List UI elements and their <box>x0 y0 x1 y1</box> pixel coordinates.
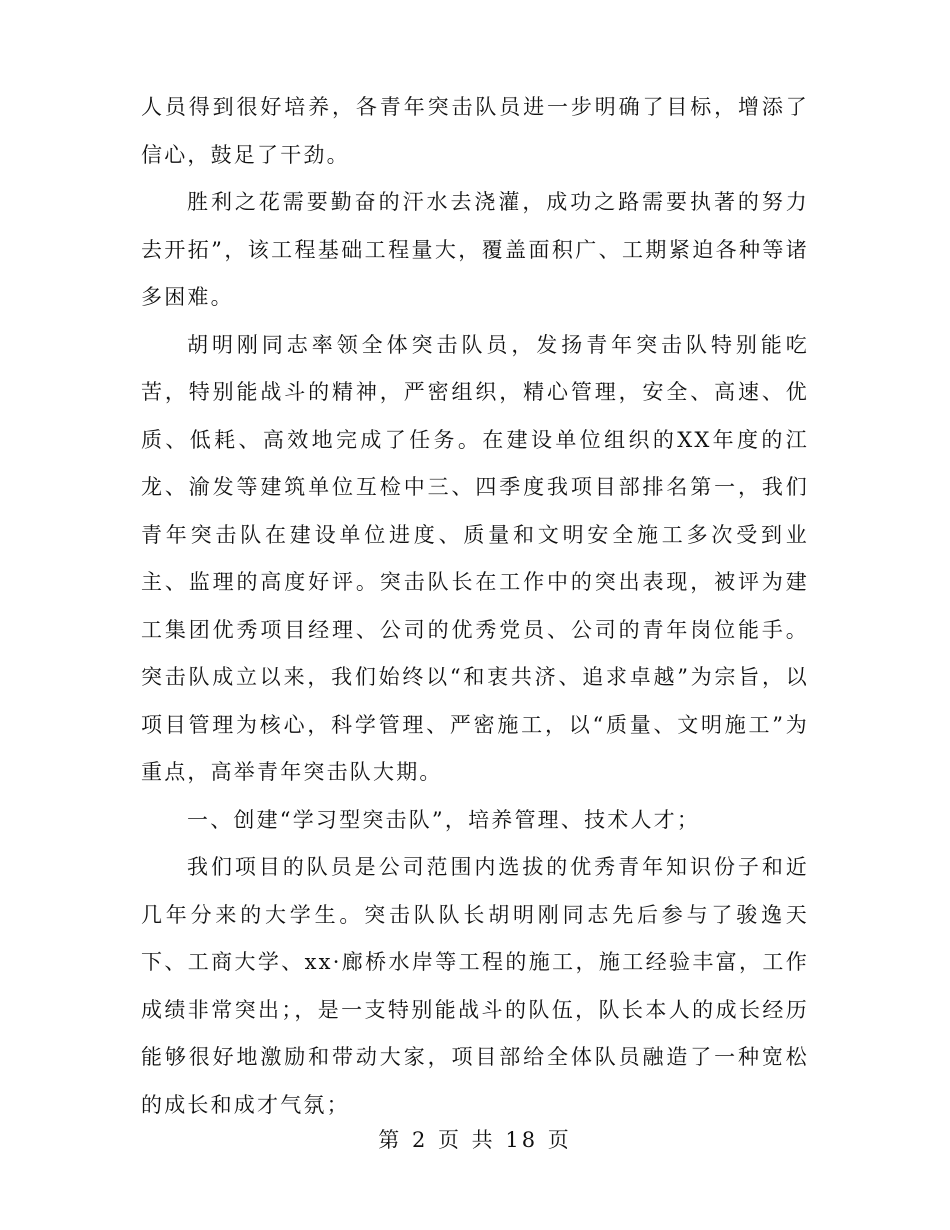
paragraph-3: 胡明刚同志率领全体突击队员，发扬青年突击队特别能吃苦，特别能战斗的精神，严密组织，精心管理，安全、高速、优质、低耗、高效地完成了任务。在建设单位组织的XX年度的江龙、渝发等建筑单位互检中三、四季度我项目部排名第一，我们青年突击队在建设单位进度、质量和文明安全施工多次受到业主、监理的高度好评。突击队长在工作中的突出表现，被评为建工集团优秀项目经理、公司的优秀党员、公司的青年岗位能手。突击队成立以来，我们始终以“和衷共济、追求卓越”为宗旨，以项目管理为核心，科学管理、严密施工，以“质量、文明施工”为重点，高举青年突击队大期。 <box>141 332 809 784</box>
paragraph-2: 胜利之花需要勤奋的汗水去浇灌，成功之路需要执著的努力去开拓”，该工程基础工程量大，覆盖面积广、工期紧迫各种等诸多困难。 <box>141 190 809 309</box>
page-number-footer: 第 2 页 共 18 页 <box>378 1128 572 1152</box>
document-body <box>141 84 809 1129</box>
paragraph-1: 人员得到很好培养，各青年突击队员进一步明确了目标，增添了信心，鼓足了干劲。 <box>141 95 809 167</box>
section-heading: 一、创建“学习型突击队”，培养管理、技术人才； <box>187 807 701 832</box>
paragraph-5: 我们项目的队员是公司范围内选拔的优秀青年知识份子和近几年分来的大学生。突击队队长胡明刚同志先后参与了骏逸天下、工商大学、xx·廊桥水岸等工程的施工，施工经验丰富，工作成绩非常突出；，是一支特别能战斗的队伍，队长本人的成长经历能够很好地激励和带动大家，项目部给全体队员融造了一种宽松的成长和成才气氛； <box>141 855 809 1117</box>
